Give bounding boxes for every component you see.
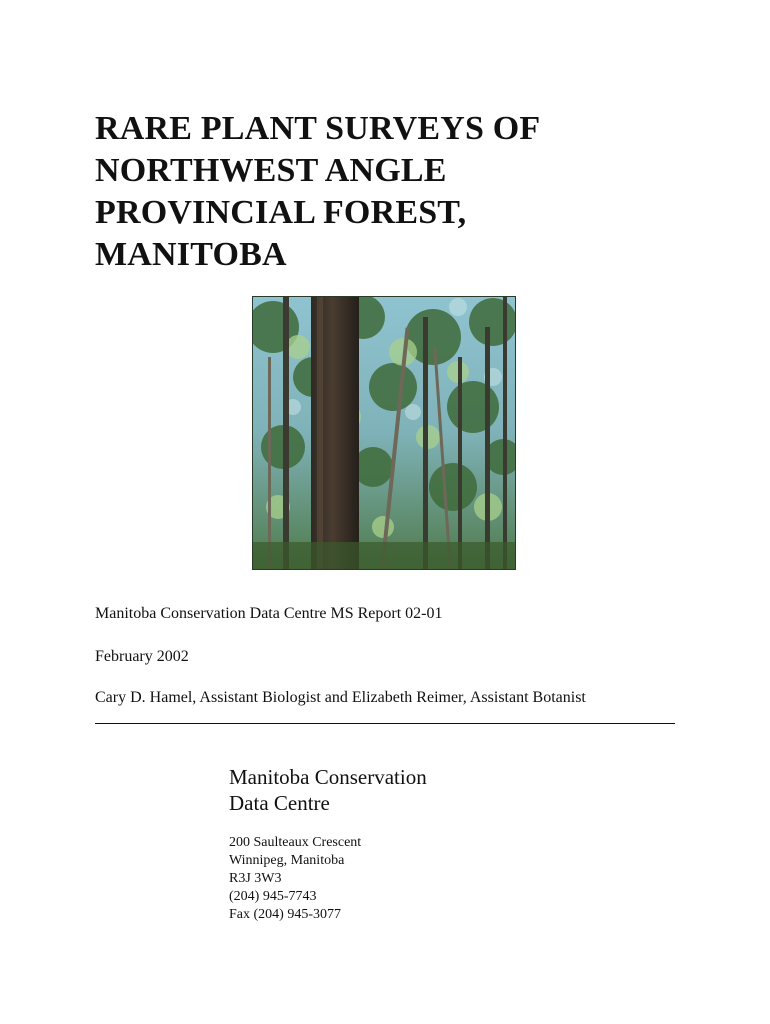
address-street: 200 Saulteaux Crescent	[229, 835, 362, 850]
address-postal-code: R3J 3W3	[229, 871, 282, 886]
title-line: NORTHWEST ANGLE	[95, 152, 447, 189]
organization-name-line: Manitoba Conservation	[229, 765, 427, 789]
report-number: Manitoba Conservation Data Centre MS Report 02-01	[95, 605, 443, 622]
title-line: RARE PLANT SURVEYS OF	[95, 110, 541, 147]
address-fax: Fax (204) 945-3077	[229, 907, 341, 922]
organization-name	[229, 764, 427, 816]
address-city: Winnipeg, Manitoba	[229, 853, 345, 868]
address-phone: (204) 945-7743	[229, 889, 317, 904]
report-authors: Cary D. Hamel, Assistant Biologist and Elizabeth Reimer, Assistant Botanist	[95, 689, 586, 706]
forest-photo	[252, 296, 516, 570]
horizontal-divider	[95, 723, 675, 724]
report-title	[95, 108, 655, 276]
report-date: February 2002	[95, 648, 189, 665]
organization-name-line: Data Centre	[229, 791, 330, 815]
title-line: MANITOBA	[95, 236, 287, 273]
title-line: PROVINCIAL FOREST,	[95, 194, 467, 231]
organization-address	[229, 834, 361, 924]
